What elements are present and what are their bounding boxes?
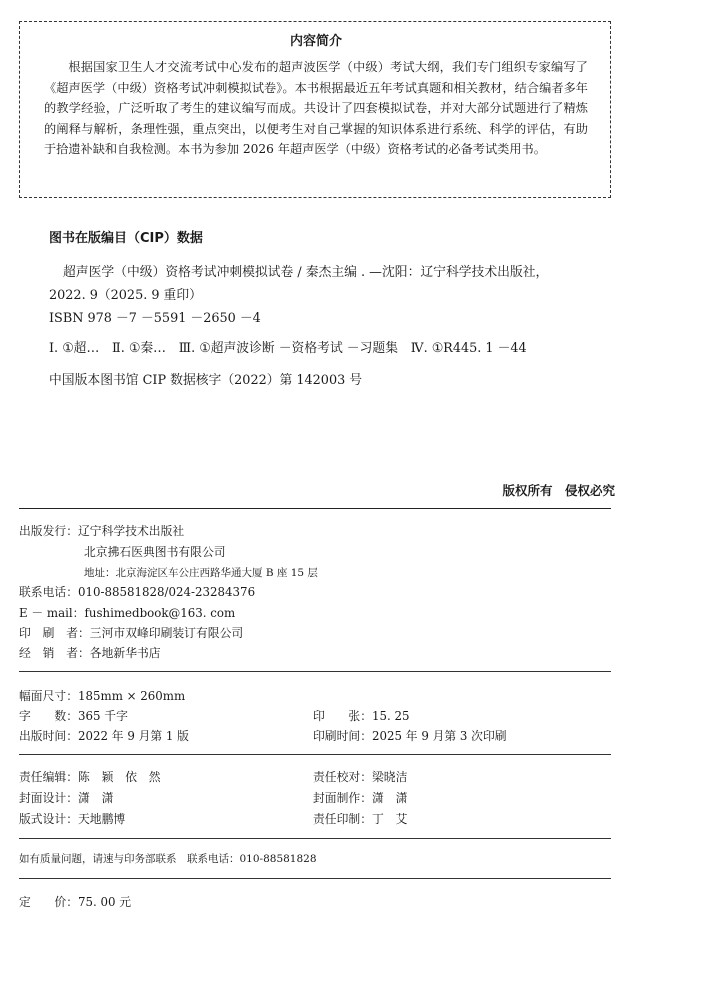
print-resp-label: 责任印制： — [313, 812, 372, 826]
editor-row — [19, 768, 161, 785]
intro-box — [19, 21, 611, 198]
publisher-row — [19, 522, 184, 539]
layout-design-row — [19, 810, 125, 827]
words-row — [19, 707, 128, 724]
layout-design-label: 版式设计： — [19, 812, 78, 826]
cover-make-label: 封面制作： — [313, 791, 372, 805]
cip-record: 中国版本图书馆 CIP 数据核字（2022）第 142003 号 — [49, 373, 363, 388]
email-row — [19, 604, 235, 621]
distributor-label: 经 销 者： — [19, 646, 90, 660]
printer-row — [19, 624, 243, 641]
size-label: 幅面尺寸： — [19, 689, 78, 703]
price-value: 75. 00 元 — [78, 895, 132, 909]
publisher-address: 地址：北京海淀区车公庄西路华通大厦 B 座 15 层 — [84, 567, 318, 579]
phone-label: 联系电话： — [19, 585, 78, 599]
publisher-label: 出版发行： — [19, 524, 78, 538]
cip-line-1: 超声医学（中级）资格考试冲刺模拟试卷 / 秦杰主编 . —沈阳：辽宁科学技术出版社， — [63, 265, 549, 280]
print-time-row — [313, 727, 507, 744]
publisher-name-1: 辽宁科学技术出版社 — [78, 524, 185, 538]
layout-design-value: 天地鹏博 — [78, 812, 126, 826]
intro-text: 根据国家卫生人才交流考试中心发布的超声波医学（中级）考试大纲，我们专门组织专家编写了《超声医学（中级）资格考试冲刺模拟试卷》。本书根据最近五年考试真题和相关教材，结合编者多年的教学经验，广泛听取了考生的建议编写而成。共设计了四套模拟试卷，并对大部分试题进行了精炼的阐释与解析，条理性强，重点突出，以便考生对自己掌握的知识体系进行系统、科学的评估，有助于拾遗补缺和自我检测。本书为参加 2026 年超声医学（中级）资格考试的必备考试类用书。 — [44, 60, 588, 157]
printer-value: 三河市双峰印刷装订有限公司 — [89, 626, 244, 640]
divider-top — [19, 508, 611, 509]
cover-make-value: 潇 潇 — [372, 791, 408, 805]
cover-design-label: 封面设计： — [19, 791, 78, 805]
cip-heading: 图书在版编目（CIP）数据 — [49, 231, 203, 246]
sheets-row — [313, 707, 410, 724]
phone-value: 010-88581828/024-23284376 — [78, 585, 256, 599]
print-resp-value: 丁 艾 — [372, 812, 408, 826]
print-time-label: 印刷时间： — [313, 729, 372, 743]
pub-time-value: 2022 年 9 月第 1 版 — [78, 729, 189, 743]
proof-value: 梁晓洁 — [372, 770, 408, 784]
publisher-name-2: 北京拂石医典图书有限公司 — [84, 545, 226, 559]
cover-design-row — [19, 789, 113, 806]
distributor-value: 各地新华书店 — [89, 646, 161, 660]
cover-make-row — [313, 789, 407, 806]
size-value: 185mm × 260mm — [78, 689, 186, 703]
size-row — [19, 687, 185, 704]
proof-row — [313, 768, 407, 785]
distributor-row — [19, 644, 161, 661]
rights-notice: 版权所有 侵权必究 — [502, 483, 615, 498]
intro-title: 内容简介 — [289, 34, 342, 49]
words-value: 365 千字 — [78, 709, 128, 723]
divider-staff — [19, 754, 611, 755]
price-row — [19, 893, 131, 910]
email-value: fushimedbook@163. com — [84, 606, 236, 620]
sheets-value: 15. 25 — [372, 709, 410, 723]
phone-row — [19, 583, 255, 600]
sheets-label: 印 张： — [313, 709, 372, 723]
quality-note: 如有质量问题，请速与印务部联系 联系电话：010-88581828 — [19, 853, 317, 865]
pub-time-label: 出版时间： — [19, 729, 78, 743]
proof-label: 责任校对： — [313, 770, 372, 784]
pub-time-row — [19, 727, 189, 744]
printer-label: 印 刷 者： — [19, 626, 90, 640]
divider-price — [19, 878, 611, 879]
editor-label: 责任编辑： — [19, 770, 78, 784]
cip-isbn: ISBN 978 －7 －5591 －2650 －4 — [49, 311, 261, 326]
divider-specs — [19, 671, 611, 672]
email-label: E － mail： — [19, 606, 85, 620]
words-label: 字 数： — [19, 709, 78, 723]
cip-classification: Ⅰ. ①超… Ⅱ. ①秦… Ⅲ. ①超声波诊断 －资格考试 －习题集 Ⅳ. ①R445. 1 －44 — [49, 341, 527, 356]
print-resp-row — [313, 810, 407, 827]
print-time-value: 2025 年 9 月第 3 次印刷 — [372, 729, 507, 743]
cip-line-2: 2022. 9（2025. 9 重印） — [49, 288, 202, 303]
price-label: 定 价： — [19, 895, 78, 909]
divider-quality — [19, 838, 611, 839]
editor-value: 陈 颖 依 然 — [78, 770, 161, 784]
cover-design-value: 潇 潇 — [78, 791, 114, 805]
